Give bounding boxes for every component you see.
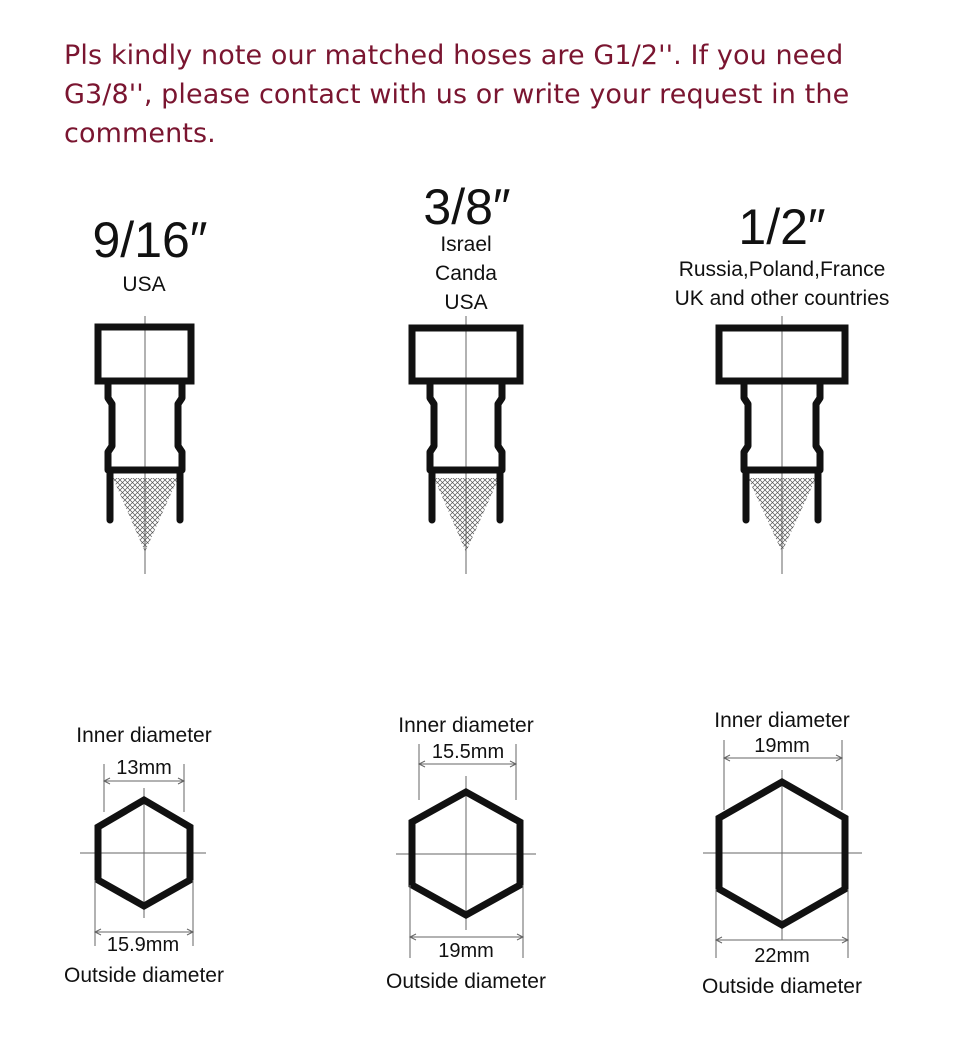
inner-diameter-value: 19mm	[754, 735, 810, 757]
size-label-3-8: 3/8″	[423, 179, 511, 235]
filter-mesh	[748, 478, 816, 552]
country-label: Russia,Poland,France	[678, 258, 886, 281]
filter-mesh	[113, 478, 178, 552]
country-label: Canda	[435, 262, 497, 285]
size-label-9-16: 9/16″	[92, 212, 208, 268]
inner-diameter-label: Inner diameter	[76, 724, 212, 747]
hex-cross-section-3	[703, 740, 862, 958]
inner-diameter-label: Inner diameter	[714, 709, 850, 732]
notice-line-3: comments.	[64, 118, 216, 149]
outside-diameter-label: Outside diameter	[386, 970, 546, 993]
outside-diameter-value: 15.9mm	[106, 934, 180, 956]
size-label-1-2: 1/2″	[738, 199, 826, 255]
notice-line-2: G3/8'', please contact with us or write your request in the	[64, 79, 850, 110]
inner-diameter-value: 13mm	[116, 757, 172, 779]
fitting-side-view-1	[98, 316, 191, 574]
inner-diameter-label: Inner diameter	[398, 714, 534, 737]
notice-line-1: Pls kindly note our matched hoses are G1/2''. If you need	[64, 40, 844, 71]
fitting-side-view-3	[719, 316, 845, 574]
filter-mesh	[434, 478, 499, 552]
fitting-side-view-2	[412, 316, 520, 574]
country-label: USA	[444, 291, 488, 314]
hex-cross-section-2	[396, 744, 536, 958]
outside-diameter-value: 22mm	[754, 945, 810, 967]
hex-cross-section-1	[80, 764, 206, 946]
outside-diameter-label: Outside diameter	[702, 975, 862, 998]
outside-diameter-label: Outside diameter	[64, 964, 224, 987]
outside-diameter-value: 19mm	[438, 940, 494, 962]
country-label: Israel	[440, 233, 492, 256]
inner-diameter-value: 15.5mm	[431, 741, 505, 763]
country-label: USA	[122, 273, 166, 296]
country-label: UK and other countries	[674, 287, 890, 310]
